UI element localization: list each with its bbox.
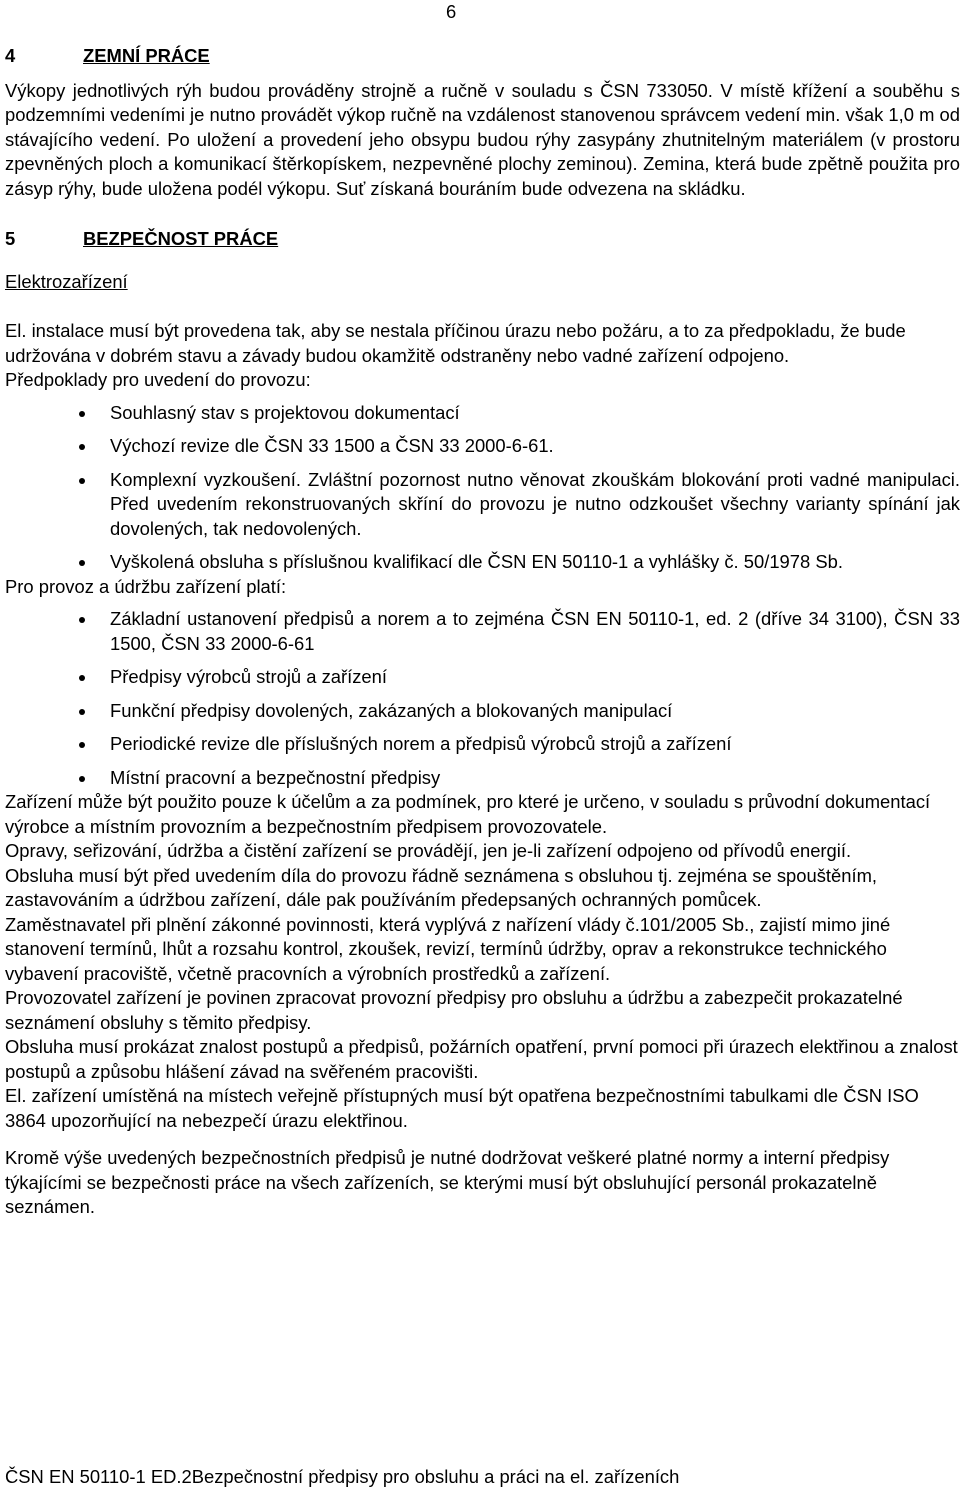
subheading-elektrozarizeni: Elektrozařízení: [5, 270, 128, 292]
page-number: 6: [446, 1, 457, 22]
section-4-heading: [5, 44, 960, 69]
list-item: Místní pracovní a bezpečnostní předpisy: [5, 766, 960, 791]
paragraph: Opravy, seřizování, údržba a čistění zařízení se provádějí, jen je-li zařízení odpojeno od přívodů energií.: [5, 840, 852, 861]
list-item: Funkční předpisy dovolených, zakázaných a blokovaných manipulací: [5, 699, 960, 724]
closing-paragraph: Kromě výše uvedených bezpečnostních předpisů je nutné dodržovat veškeré platné normy a interní předpisy týkajícími se bezpečnosti práce na všech zařízeních, se kterými musí být obsluhující personál prokazatelně seznámen.: [5, 1147, 890, 1217]
operation-label: Pro provoz a údržbu zařízení platí:: [5, 575, 287, 597]
paragraph: El. zařízení umístěná na místech veřejně přístupných musí být opatřena bezpečnostními tabulkami dle ČSN ISO 3864 upozorňující na nebezpečí úrazu elektřinou.: [5, 1085, 919, 1131]
footer-note: ČSN EN 50110-1 ED.2Bezpečnostní předpisy pro obsluhu a práci na el. zařízeních: [5, 1466, 680, 1487]
list-item: Základní ustanovení předpisů a norem a to zejména ČSN EN 50110-1, ed. 2 (dříve 34 3100), ČSN 33 1500, ČSN 33 2000-6-61: [5, 607, 960, 656]
intro-paragraph: El. instalace musí být provedena tak, aby se nestala příčinou úrazu nebo požáru, a to za předpokladu, že bude udržována v dobrém stavu a závady budou okamžitě odstraněny nebo vadné zařízení odpojeno.: [5, 320, 906, 366]
section-title: ZEMNÍ PRÁCE: [83, 45, 210, 66]
paragraph: Zaměstnavatel při plnění zákonné povinnosti, která vyplývá z nařízení vlády č.101/2005 Sb., zajistí mimo jiné stanovení termínů, lhůt a rozsahu kontrol, zkoušek, revizí, termínů údržby, oprav a rekonstrukce technického vybavení pracoviště, včetně pracovních a výrobních prostředků a zařízení.: [5, 913, 891, 984]
operation-list: [5, 607, 960, 790]
list-item: Souhlasný stav s projektovou dokumentací: [5, 401, 960, 426]
document-body: [5, 44, 960, 1220]
prerequisites-label: Předpoklady pro uvedení do provozu:: [5, 369, 311, 390]
list-item: Komplexní vyzkoušení. Zvláštní pozornost nutno věnovat zkouškám blokování proti vadné manipulaci. Před uvedením rekonstruovaných skříní do provozu je nutno odzkoušet všechny varianty spínání jak dovolených, tak nedovolených.: [5, 468, 960, 542]
paragraph: Provozovatel zařízení je povinen zpracovat provozní předpisy pro obsluhu a údržbu a zabezpečit prokazatelné seznámení obsluhy s těmito předpisy.: [5, 987, 903, 1033]
section-4-paragraph: Výkopy jednotlivých rýh budou prováděny strojně a ručně v souladu s ČSN 733050. V místě křížení a souběhu s podzemními vedeními je nutno provádět výkop ručně na vzdálenost stanovenou správcem vedení min. však 1,0 m od stávajícího vedení. Po uložení a provedení jeho obsypu budou rýhy zasypány zhutnitelným materiálem (v prostoru zpevněných ploch a komunikací štěrkopískem, nezpevněné plochy zeminou). Zemina, která bude zpětně použita pro zásyp rýhy, bude uložena podél výkopu. Suť získaná bouráním bude odvezena na skládku.: [5, 79, 960, 199]
section-number: 5: [5, 228, 16, 249]
list-item: Výchozí revize dle ČSN 33 1500 a ČSN 33 2000-6-61.: [5, 434, 960, 459]
prerequisites-list: [5, 401, 960, 575]
list-item: Vyškolená obsluha s příslušnou kvalifikací dle ČSN EN 50110-1 a vyhlášky č. 50/1978 Sb.: [5, 550, 960, 575]
paragraph: Obsluha musí být před uvedením díla do provozu řádně seznámena s obsluhou tj. zejména se spouštěním, zastavováním a údržbou zařízení, dále pak používáním předepsaných ochranných pomůcek.: [5, 864, 878, 910]
paragraph: Obsluha musí prokázat znalost postupů a předpisů, požárních opatření, první pomoci při úrazech elektřinou a znalost postupů a způsobu hlášení závad na svěřeném pracovišti.: [5, 1036, 958, 1082]
paragraph: Zařízení může být použito pouze k účelům a za podmínek, pro které je určeno, v souladu s průvodní dokumentací výrobce a místním provozním a bezpečnostním předpisem provozovatele.: [5, 791, 931, 837]
section-5-heading: [5, 227, 960, 252]
list-item: Předpisy výrobců strojů a zařízení: [5, 665, 960, 690]
list-item: Periodické revize dle příslušných norem a předpisů výrobců strojů a zařízení: [5, 732, 960, 757]
section-number: 4: [5, 45, 16, 66]
section-title: BEZPEČNOST PRÁCE: [83, 228, 279, 249]
